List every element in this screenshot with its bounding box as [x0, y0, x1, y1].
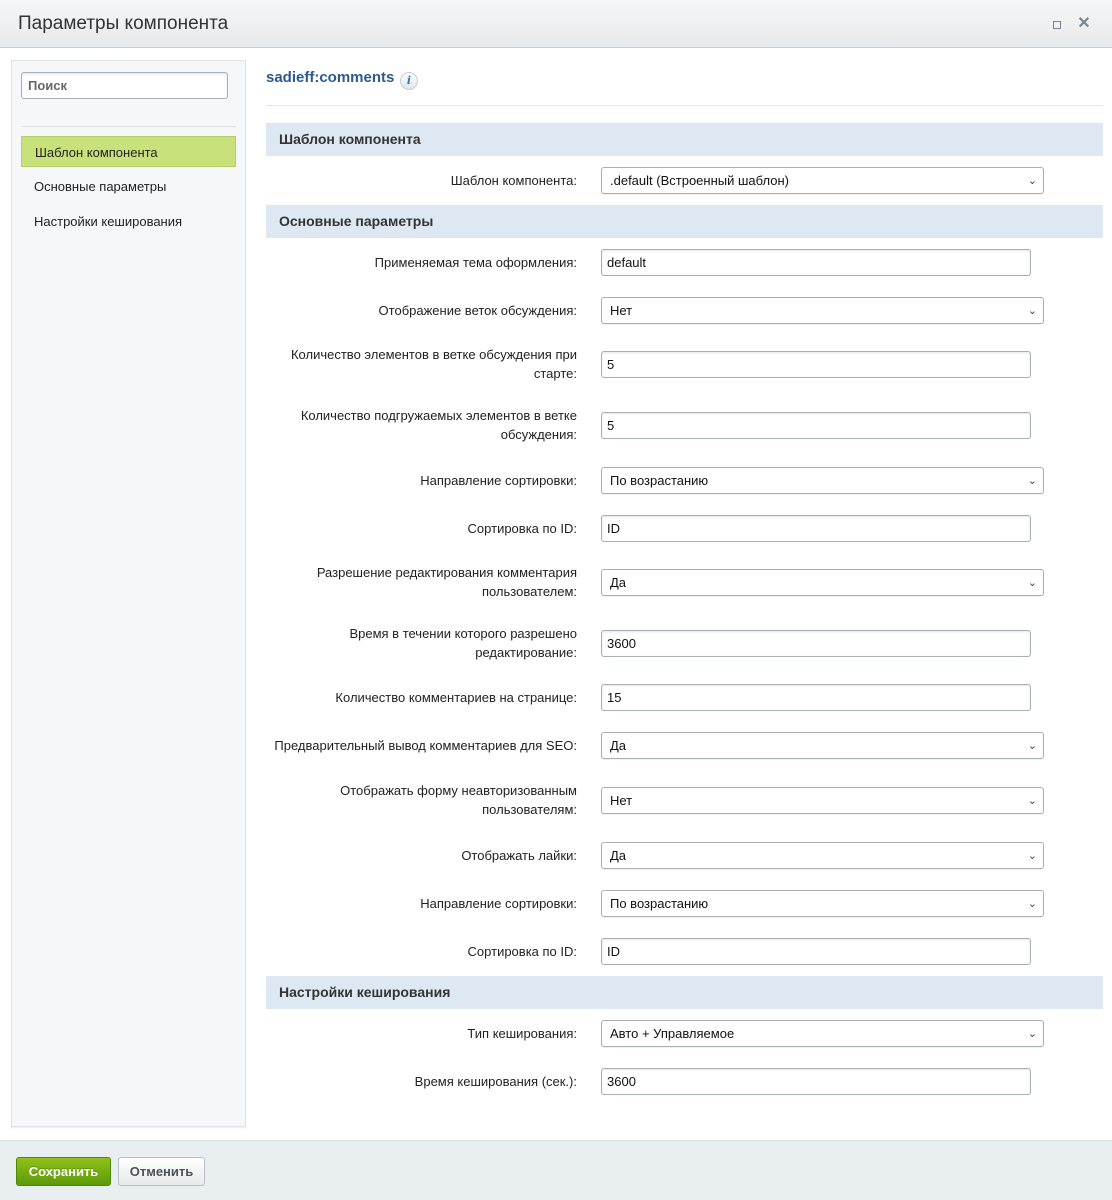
likes-value: Да: [610, 848, 627, 863]
sidebar-item-basic[interactable]: Основные параметры: [34, 179, 167, 194]
sort-id-1-input[interactable]: [601, 515, 1031, 542]
start-count-input[interactable]: [601, 351, 1031, 378]
close-icon: ✕: [1077, 15, 1091, 32]
per-page-label: Количество комментариев на странице:: [335, 690, 577, 705]
sort-id-2-label: Сортировка по ID:: [467, 944, 577, 959]
edit-time-label: Время в течении которого разрешено редактирование:: [349, 626, 577, 660]
cache-type-label: Тип кеширования:: [467, 1026, 577, 1041]
search-input[interactable]: [21, 72, 228, 99]
allow-edit-label: Разрешение редактирования комментария пользователем:: [316, 565, 577, 599]
seo-label: Предварительный вывод комментариев для SEO:: [274, 738, 577, 753]
sort-dir-1-value: По возрастанию: [610, 473, 709, 488]
chevron-down-icon: ⌄: [1027, 740, 1037, 752]
window-title: Параметры компонента: [18, 13, 229, 34]
sidebar-divider: [21, 126, 236, 127]
chevron-down-icon: ⌄: [1027, 1028, 1037, 1040]
main-panel: [266, 48, 1103, 1140]
template-value: .default (Встроенный шаблон): [610, 173, 789, 188]
sort-dir-1-label: Направление сортировки:: [420, 473, 577, 488]
branches-label: Отображение веток обсуждения:: [378, 303, 577, 318]
branches-value: Нет: [610, 303, 633, 318]
chevron-down-icon: ⌄: [1027, 475, 1037, 487]
template-select[interactable]: [601, 167, 1044, 194]
header-divider: [266, 105, 1103, 106]
maximize-button[interactable]: [1049, 16, 1065, 32]
load-count-input[interactable]: [601, 412, 1031, 439]
close-button[interactable]: [1076, 16, 1092, 32]
section-template: Шаблон компонента: [266, 123, 1103, 156]
sort-id-2-input[interactable]: [601, 938, 1031, 965]
cache-time-input[interactable]: [601, 1068, 1031, 1095]
dialog-footer: [0, 1140, 1112, 1200]
sidebar: [11, 60, 246, 1127]
theme-input[interactable]: [601, 249, 1031, 276]
allow-edit-value: Да: [610, 575, 627, 590]
chevron-down-icon: ⌄: [1027, 305, 1037, 317]
sidebar-item-cache[interactable]: Настройки кеширования: [34, 214, 183, 229]
cache-type-select[interactable]: [601, 1020, 1044, 1047]
chevron-down-icon: ⌄: [1027, 795, 1037, 807]
likes-label: Отображать лайки:: [461, 848, 577, 863]
edit-time-input[interactable]: [601, 630, 1031, 657]
sort-dir-1-select[interactable]: [601, 467, 1044, 494]
anon-form-label: Отображать форму неавторизованным пользователям:: [340, 783, 577, 817]
sort-dir-2-select[interactable]: [601, 890, 1044, 917]
anon-form-value: Нет: [610, 793, 633, 808]
likes-select[interactable]: [601, 842, 1044, 869]
per-page-input[interactable]: [601, 684, 1031, 711]
info-icon[interactable]: i: [400, 72, 418, 90]
chevron-down-icon: ⌄: [1027, 175, 1037, 187]
seo-select[interactable]: [601, 732, 1044, 759]
section-cache: Настройки кеширования: [266, 976, 1103, 1009]
sidebar-item-template[interactable]: Шаблон компонента: [21, 136, 236, 167]
load-count-label: Количество подгружаемых элементов в ветке обсуждения:: [300, 408, 577, 442]
theme-label: Применяемая тема оформления:: [374, 255, 577, 270]
sort-id-1-label: Сортировка по ID:: [467, 521, 577, 536]
branches-select[interactable]: [601, 297, 1044, 324]
component-name: sadieff:comments: [266, 69, 395, 86]
chevron-down-icon: ⌄: [1027, 898, 1037, 910]
section-basic: Основные параметры: [266, 205, 1103, 238]
save-button[interactable]: Сохранить: [16, 1157, 111, 1186]
cache-time-label: Время кеширования (сек.):: [414, 1074, 577, 1089]
sort-dir-2-label: Направление сортировки:: [420, 896, 577, 911]
start-count-label: Количество элементов в ветке обсуждения при старте:: [290, 347, 577, 381]
anon-form-select[interactable]: [601, 787, 1044, 814]
chevron-down-icon: ⌄: [1027, 577, 1037, 589]
sort-dir-2-value: По возрастанию: [610, 896, 709, 911]
allow-edit-select[interactable]: [601, 569, 1044, 596]
template-label: Шаблон компонента:: [450, 173, 577, 188]
dialog-content: [0, 48, 1112, 1140]
cancel-button[interactable]: Отменить: [118, 1157, 205, 1186]
maximize-icon: [1053, 21, 1061, 29]
window-titlebar: [0, 0, 1112, 48]
chevron-down-icon: ⌄: [1027, 850, 1037, 862]
cache-type-value: Авто + Управляемое: [610, 1026, 735, 1041]
seo-value: Да: [610, 738, 627, 753]
